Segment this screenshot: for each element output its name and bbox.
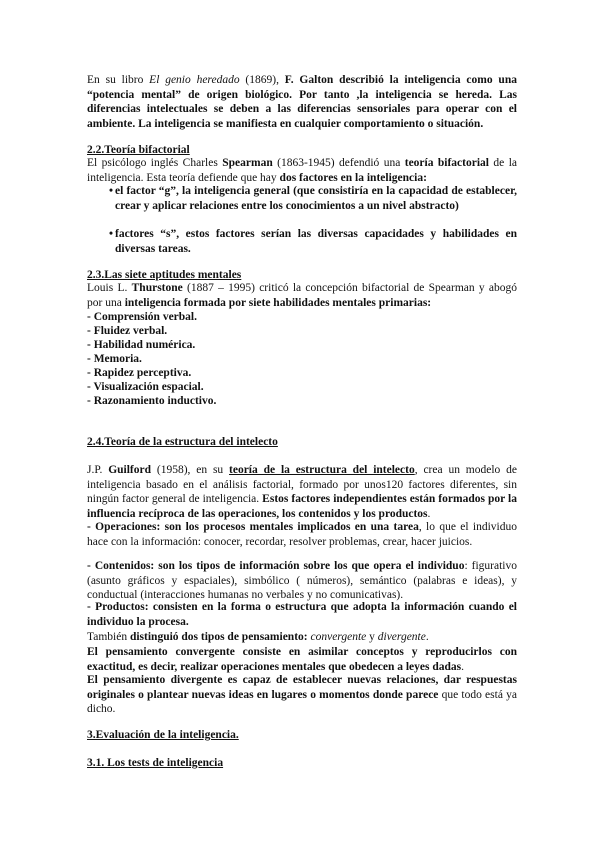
- bold-term: El pensamiento convergente consiste en asimilar conceptos y reproducirlos con exactitud, es decir, realizar operaciones mentales que obedecen a leyes dadas: [87, 646, 517, 673]
- italic-term: convergente: [307, 631, 367, 643]
- text: y: [366, 631, 378, 643]
- bold-term: Estos factores independientes están formados por la influencia recíproca de las operaciones, los contenidos y los productos: [87, 493, 518, 520]
- author-name: Spearman: [222, 157, 273, 169]
- bold-term: teoría bifactorial: [404, 157, 489, 169]
- intro-paragraph: [87, 73, 517, 131]
- aptitude-item: - Comprensión verbal.: [87, 311, 197, 323]
- heading-3-1: 3.1. Los tests de inteligencia: [87, 757, 224, 769]
- text: El psicólogo inglés Charles: [87, 157, 223, 169]
- intro-bold-text: F. Galton describió la inteligencia como una “potencia mental” de origen biológico. Por tanto ,la inteligencia se hereda. Las diferencias intelectuales se deben a las diferencias sensoriales para operar con el ambiente. La inteligencia se manifiesta en cualquier comportamiento o situación.: [87, 74, 517, 130]
- aptitude-item: - Habilidad numérica.: [87, 339, 196, 351]
- bold-term: El pensamiento divergente es capaz de establecer nuevas relaciones, dar respuestas originales o plantear nuevas ideas en lugares o momentos donde parece: [87, 674, 517, 701]
- text: (1958), en su: [151, 464, 230, 476]
- bullet-icon: •: [109, 228, 114, 240]
- aptitude-item: - Rapidez perceptiva.: [87, 367, 192, 379]
- text: .: [425, 631, 429, 643]
- author-name: Guilford: [108, 464, 152, 476]
- pensamiento-intro: [87, 630, 517, 645]
- divergente-paragraph: [87, 673, 517, 717]
- bullet-factor-g: [109, 184, 517, 213]
- italic-term: divergente: [377, 631, 426, 643]
- bold-term: - Contenidos: son los tipos de información sobre los que opera el individuo: [87, 560, 465, 572]
- bullet-factor-s: [109, 227, 517, 256]
- bold-term: inteligencia formada por siete habilidades mentales primarias:: [124, 296, 432, 309]
- aptitude-item: - Razonamiento inductivo.: [87, 395, 217, 407]
- heading-2-2: 2.2.Teoría bifactorial: [87, 144, 190, 156]
- bold-term: dos factores en la inteligencia:: [279, 171, 427, 184]
- text: de la inteligencia. Esta teoría defiende que hay: [87, 157, 517, 184]
- text: , crea un modelo de inteligencia basado en el análisis factorial, formado por unos120 factores diferentes, sin ningún factor general de inteligencia.: [87, 464, 517, 506]
- aptitude-item: - Memoria.: [87, 353, 142, 365]
- text: También: [87, 631, 130, 643]
- productos-paragraph: - Productos: consisten en la forma o estructura que adopta la información cuando el individuo la procesa.: [87, 601, 517, 628]
- heading-2-3: 2.3.Las siete aptitudes mentales: [87, 269, 242, 281]
- intro-text: En su libro: [87, 74, 150, 86]
- convergente-paragraph: [87, 645, 517, 674]
- bullet-text: factores “s”, estos factores serían las diversas capacidades y habilidades en diversas tareas.: [115, 228, 517, 255]
- text: : figurativo (asunto gráficos y espaciales), simbólico ( números), semántico (palabras e ideas), y conductual (interacciones humanas no verbales y no comunicativas).: [87, 560, 517, 602]
- text: .: [427, 507, 431, 520]
- book-title: El genio heredado: [149, 74, 240, 86]
- operaciones-paragraph: [87, 520, 517, 549]
- intro-year: (1869),: [239, 74, 285, 86]
- thurstone-paragraph: [87, 281, 517, 310]
- guilford-paragraph: [87, 463, 517, 521]
- bullet-text: el factor “g”, la inteligencia general (que consistiría en la capacidad de establecer, crear y aplicar relaciones entre los conocimientos a un nivel abstracto): [115, 185, 517, 212]
- aptitude-item: - Visualización espacial.: [87, 381, 204, 393]
- text: (1887 – 1995) criticó la concepción bifactorial de Spearman y abogó por una: [87, 282, 517, 309]
- text: Louis L.: [87, 282, 132, 294]
- bold-term: teoría de la estructura del intelecto: [229, 464, 415, 476]
- heading-3: 3.Evaluación de la inteligencia.: [87, 729, 239, 741]
- text: que todo está ya dicho.: [87, 688, 517, 716]
- text: , lo que el individuo hace con la información: conocer, recordar, resolver problemas, crear, hacer juicios.: [87, 521, 517, 548]
- spearman-paragraph: [87, 156, 517, 185]
- bold-term: distinguió dos tipos de pensamiento:: [129, 631, 308, 643]
- text: .: [461, 660, 465, 673]
- bullet-icon: •: [109, 185, 114, 197]
- text: (1863-1945) defendió una: [272, 157, 405, 169]
- author-name: Thurstone: [131, 282, 183, 294]
- text: J.P.: [87, 464, 109, 476]
- heading-2-4: 2.4.Teoría de la estructura del intelecto: [87, 436, 278, 448]
- contenidos-paragraph: [87, 559, 517, 603]
- bold-term: - Operaciones: son los procesos mentales implicados en una tarea: [87, 521, 419, 533]
- aptitude-item: - Fluidez verbal.: [87, 325, 168, 337]
